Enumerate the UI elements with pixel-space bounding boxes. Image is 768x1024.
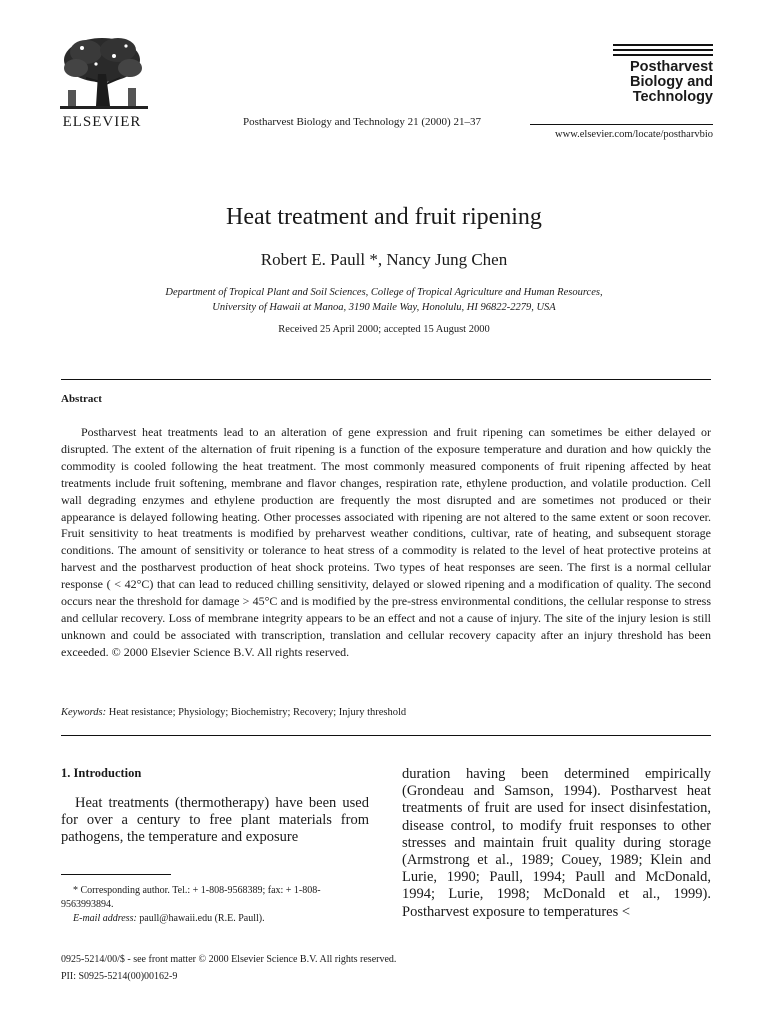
copyright-line: 0925-5214/00/$ - see front matter © 2000 Elsevier Science B.V. All rights reserved. <box>61 954 397 965</box>
received-dates: Received 25 April 2000; accepted 15 August 2000 <box>278 324 490 335</box>
intro-paragraph: Heat treatments (thermotherapy) have been used for over a century to free plant materials from pathogens, the temperature and exposure <box>61 795 369 846</box>
email-address[interactable]: paull@hawaii.edu (R.E. Paull). <box>139 913 265 924</box>
page-footer <box>61 951 396 985</box>
abstract-bottom-rule <box>61 735 711 736</box>
journal-name <box>613 60 713 105</box>
journal-url-link[interactable]: www.elsevier.com/locate/postharvbio <box>555 129 713 140</box>
email-label: E-mail address: <box>73 913 137 924</box>
journal-name-line: Biology and <box>630 74 713 90</box>
intro-paragraph-continued: duration having been determined empirically (Grondeau and Samson, 1994). Postharvest heat treatments of fruit are used for insect disinfestation, disease control, to modify fruit responses to other stresses and maintain fruit quality during storage (Armstrong et al., 1989; Couey, 1989; Klein and Lurie, 1990; Paull, 1994; Paull and McDonald, 1994; Lurie, 1998; McDonald et al., 1999). Postharvest exposure to temperatures < <box>402 766 711 920</box>
footnote <box>61 884 369 926</box>
right-column <box>402 766 711 921</box>
affiliation-line: Department of Tropical Plant and Soil Sciences, College of Tropical Agriculture and Human Resources, <box>165 287 603 298</box>
journal-divider <box>530 124 713 125</box>
pii-line: PII: S0925-5214(00)00162-9 <box>61 971 178 982</box>
keywords <box>61 707 711 718</box>
article-title: Heat treatment and fruit ripening <box>226 204 542 230</box>
footnote-rule <box>61 874 171 875</box>
journal-name-line: Technology <box>632 89 713 105</box>
keywords-label: Keywords: <box>61 707 107 718</box>
publisher-name: ELSEVIER <box>62 114 142 130</box>
section-heading: 1. Introduction <box>61 766 142 780</box>
abstract-body: Postharvest heat treatments lead to an alteration of gene expression and fruit ripening can sometimes be either delayed or disrupted. The extent of the alternation of fruit ripening is a function of the exposure temperature and duration and how quickly the commodity is cooled following the heat treatment. The most commonly measured components of fruit ripening affected by heat treatments include fruit softening, membrane and flavor changes, respiration rate, ethylene production, and volatile production. Cell wall degrading enzymes and ethylene production are frequently the most disrupted and are sometimes not produced or their appearance is delayed following heating. Other processes associated with ripening are not altered to the same extent or soon recover. Fruit sensitivity to heat treatments is modified by preharvest weather conditions, cultivar, rate of heating, and subsequent storage conditions. The amount of sensitivity or tolerance to heat stress of a commodity is related to the level of heat protective proteins at harvest and the postharvest production of heat shock proteins. Two types of heat responses are seen. The first is a normal cellular response ( < 42°C) that can lead to reduced chilling sensitivity, delayed or slowed ripening and a modification of quality. The second occurs near the threshold for damage > 45°C and is modified by the pre-stress environmental conditions, the cellular response to stress and cellular recovery. Loss of membrane integrity appears to be an effect and not a cause of injury. The site of the injury lesion is still unknown and could be associated with transcription, translation and cellular recovery capacity after an injury threshold has been exceeded. © 2000 Elsevier Science B.V. All rights reserved. <box>61 425 711 659</box>
abstract-heading: Abstract <box>61 393 102 405</box>
left-column <box>61 766 369 847</box>
journal-name-line: Postharvest <box>629 59 713 75</box>
affiliation-line: University of Hawaii at Manoa, 3190 Maile Way, Honolulu, HI 96822-2279, USA <box>212 302 556 313</box>
journal-reference: Postharvest Biology and Technology 21 (2000) 21–37 <box>243 116 481 128</box>
article-authors: Robert E. Paull *, Nancy Jung Chen <box>260 250 508 269</box>
keywords-list: Heat resistance; Physiology; Biochemistry; Recovery; Injury threshold <box>108 707 407 718</box>
email-note <box>61 912 369 926</box>
abstract-top-rule <box>61 379 711 380</box>
elsevier-tree-logo <box>56 34 152 114</box>
author-affiliation <box>0 285 768 315</box>
journal-logo-bars <box>613 44 713 59</box>
corresponding-author-note: * Corresponding author. Tel.: + 1-808-9568389; fax: + 1-808-9563993894. <box>61 885 321 910</box>
